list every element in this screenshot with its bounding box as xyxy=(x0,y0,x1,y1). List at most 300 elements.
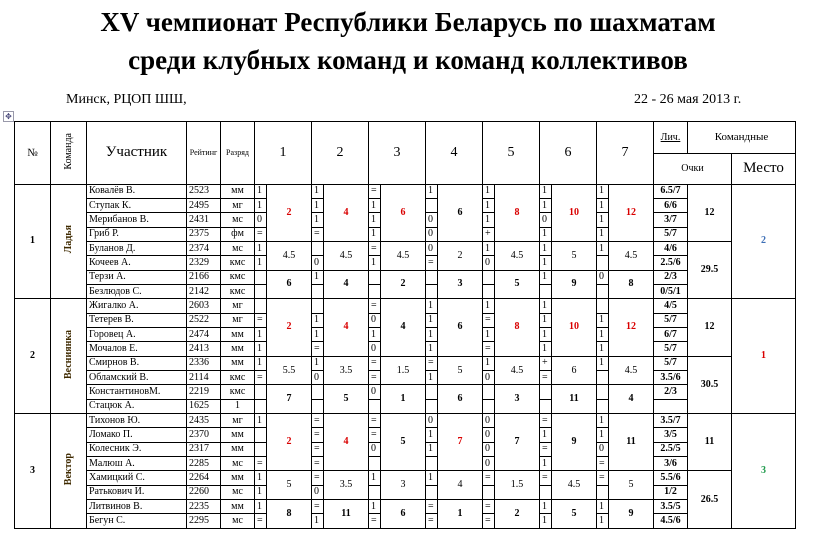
player-result xyxy=(597,385,609,399)
header-points: Очки xyxy=(654,153,732,184)
player-result xyxy=(426,457,438,471)
player-result: = xyxy=(540,414,552,428)
player-rank: мг xyxy=(221,198,255,212)
player-rank: кмс xyxy=(221,385,255,399)
player-result xyxy=(597,256,609,270)
player-result: 1 xyxy=(597,227,609,241)
player-result xyxy=(255,428,267,442)
player-result: = xyxy=(540,371,552,385)
team-match-score: 2 xyxy=(267,299,312,356)
header-round: 1 xyxy=(255,122,312,185)
player-row xyxy=(15,299,796,313)
player-result xyxy=(312,284,324,298)
player-result: = xyxy=(369,356,381,370)
team-board-points: 29.5 xyxy=(688,241,732,298)
rating-place: 8 xyxy=(267,500,312,529)
player-result: 1 xyxy=(426,313,438,327)
player-result: = xyxy=(483,342,495,356)
player-result: 1 xyxy=(540,428,552,442)
player-result: 0 xyxy=(426,414,438,428)
player-name: Терзи А. xyxy=(87,270,187,284)
header-place: Место xyxy=(732,153,796,184)
player-result: 1 xyxy=(426,342,438,356)
player-name: Безлюдов С. xyxy=(87,284,187,298)
player-result: = xyxy=(312,227,324,241)
player-personal-score: 0/5/1 xyxy=(654,284,688,298)
player-rating: 2264 xyxy=(187,471,221,485)
player-personal-score xyxy=(654,399,688,413)
player-row xyxy=(15,471,796,485)
team-name-label: Ладья xyxy=(62,225,74,254)
rating-place: 6 xyxy=(267,270,312,299)
player-result: 0 xyxy=(312,256,324,270)
player-result: 1 xyxy=(255,471,267,485)
player-result: + xyxy=(483,227,495,241)
player-personal-score: 5/7 xyxy=(654,356,688,370)
player-result: 1 xyxy=(540,457,552,471)
player-result xyxy=(312,385,324,399)
player-result: = xyxy=(369,241,381,255)
player-row xyxy=(15,414,796,428)
team-match-score: 10 xyxy=(552,184,597,241)
player-result: 1 xyxy=(255,256,267,270)
player-rank: мм xyxy=(221,356,255,370)
player-name: Ратькович И. xyxy=(87,485,187,499)
player-rating: 2413 xyxy=(187,342,221,356)
player-row xyxy=(15,500,796,514)
team-match-score: 11 xyxy=(609,414,654,471)
player-rating: 2375 xyxy=(187,227,221,241)
player-result: 1 xyxy=(483,327,495,341)
player-result: = xyxy=(597,471,609,485)
team-name xyxy=(51,299,87,414)
player-result: 0 xyxy=(312,485,324,499)
player-name: Смирнов В. xyxy=(87,356,187,370)
player-result xyxy=(426,270,438,284)
team-match-score: 8 xyxy=(495,299,540,356)
player-result: 1 xyxy=(255,198,267,212)
player-rating: 2114 xyxy=(187,371,221,385)
player-result: 1 xyxy=(312,270,324,284)
player-result: 0 xyxy=(369,385,381,399)
board-points: 5 xyxy=(438,356,483,385)
team-match-score: 6 xyxy=(438,299,483,356)
header-round: 5 xyxy=(483,122,540,185)
player-rating: 2474 xyxy=(187,327,221,341)
team-match-score: 2 xyxy=(267,414,312,471)
player-result: 1 xyxy=(255,414,267,428)
player-row xyxy=(15,241,796,255)
header-round: 2 xyxy=(312,122,369,185)
rating-place: 6 xyxy=(438,385,483,414)
player-result: 1 xyxy=(597,313,609,327)
player-rank: мм xyxy=(221,471,255,485)
player-rank: мм xyxy=(221,500,255,514)
dates-label: 22 - 26 мая 2013 г. xyxy=(634,92,742,107)
rating-place: 5 xyxy=(495,270,540,299)
player-result: 1 xyxy=(540,256,552,270)
player-result: = xyxy=(312,414,324,428)
player-result: = xyxy=(255,514,267,529)
player-result: 0 xyxy=(369,342,381,356)
player-result: 0 xyxy=(483,371,495,385)
player-result: 1 xyxy=(426,442,438,456)
player-name: Тихонов Ю. xyxy=(87,414,187,428)
player-name: Хамицкий С. xyxy=(87,471,187,485)
player-personal-score: 2.5/6 xyxy=(654,256,688,270)
team-total-points: 12 xyxy=(688,184,732,241)
player-result: 0 xyxy=(597,270,609,284)
player-result: = xyxy=(483,313,495,327)
rating-place: 4 xyxy=(609,385,654,414)
board-points: 4.5 xyxy=(495,241,540,270)
player-name: Ступак К. xyxy=(87,198,187,212)
player-result xyxy=(369,457,381,471)
player-result xyxy=(312,299,324,313)
header-round: 7 xyxy=(597,122,654,185)
player-result: 0 xyxy=(483,256,495,270)
player-result: 1 xyxy=(483,198,495,212)
player-rating: 2285 xyxy=(187,457,221,471)
player-result: + xyxy=(540,356,552,370)
player-row xyxy=(15,184,796,198)
board-points: 5 xyxy=(609,471,654,500)
player-rank: мм xyxy=(221,428,255,442)
team-total-points: 12 xyxy=(688,299,732,356)
player-personal-score: 2/3 xyxy=(654,385,688,399)
player-result: 1 xyxy=(540,500,552,514)
player-rating: 2219 xyxy=(187,385,221,399)
player-result: 0 xyxy=(597,442,609,456)
player-rating: 2374 xyxy=(187,241,221,255)
team-match-score: 6 xyxy=(438,184,483,241)
player-result: 1 xyxy=(369,227,381,241)
player-result: = xyxy=(426,500,438,514)
board-points: 5 xyxy=(267,471,312,500)
player-row xyxy=(15,385,796,399)
player-rank: мс xyxy=(221,457,255,471)
rating-place: 1 xyxy=(438,500,483,529)
player-result: = xyxy=(255,371,267,385)
player-result: 1 xyxy=(255,356,267,370)
player-result: 1 xyxy=(597,198,609,212)
player-result: 0 xyxy=(483,414,495,428)
player-name: Литвинов В. xyxy=(87,500,187,514)
player-result: = xyxy=(540,442,552,456)
board-points: 4.5 xyxy=(381,241,426,270)
player-result: = xyxy=(426,356,438,370)
player-result xyxy=(483,399,495,413)
player-result: 1 xyxy=(426,371,438,385)
player-result: 1 xyxy=(369,198,381,212)
team-name-label: Весниянка xyxy=(62,329,74,379)
rating-place: 11 xyxy=(324,500,369,529)
team-number: 2 xyxy=(15,299,51,414)
player-result xyxy=(540,485,552,499)
player-rank: мс xyxy=(221,241,255,255)
player-result xyxy=(597,371,609,385)
player-result: 1 xyxy=(426,471,438,485)
player-result: 0 xyxy=(483,428,495,442)
player-result: 1 xyxy=(597,356,609,370)
board-points: 3 xyxy=(381,471,426,500)
player-result: 1 xyxy=(597,327,609,341)
player-name: Колесник Э. xyxy=(87,442,187,456)
player-rank: мс xyxy=(221,485,255,499)
player-result: 0 xyxy=(426,213,438,227)
player-rating: 2523 xyxy=(187,184,221,198)
header-participant: Участник xyxy=(87,122,187,185)
board-points: 6 xyxy=(552,356,597,385)
player-result: 1 xyxy=(597,428,609,442)
team-match-score: 4 xyxy=(381,299,426,356)
player-result xyxy=(426,385,438,399)
rating-place: 11 xyxy=(552,385,597,414)
player-result xyxy=(426,399,438,413)
player-name: Тетерев В. xyxy=(87,313,187,327)
team-place: 1 xyxy=(732,299,796,414)
player-result: 1 xyxy=(540,313,552,327)
player-rating: 2260 xyxy=(187,485,221,499)
player-rating: 2370 xyxy=(187,428,221,442)
player-result: 1 xyxy=(540,241,552,255)
player-result: 1 xyxy=(255,500,267,514)
player-result xyxy=(483,385,495,399)
player-result: 1 xyxy=(540,227,552,241)
player-result: 1 xyxy=(312,327,324,341)
team-match-score: 2 xyxy=(267,184,312,241)
player-result: 1 xyxy=(312,198,324,212)
player-result: 1 xyxy=(255,241,267,255)
player-personal-score: 2.5/5 xyxy=(654,442,688,456)
rating-place: 2 xyxy=(381,270,426,299)
player-personal-score: 2/3 xyxy=(654,270,688,284)
player-result: 1 xyxy=(312,213,324,227)
player-result: 1 xyxy=(540,270,552,284)
header-rank: Разряд xyxy=(221,122,255,185)
player-result: = xyxy=(426,256,438,270)
player-result: 1 xyxy=(312,356,324,370)
player-result xyxy=(540,399,552,413)
player-name: Гриб Р. xyxy=(87,227,187,241)
rating-place: 5 xyxy=(552,500,597,529)
player-result: 1 xyxy=(597,514,609,529)
player-rank: 1 xyxy=(221,399,255,413)
player-personal-score: 3/6 xyxy=(654,457,688,471)
team-match-score: 5 xyxy=(381,414,426,471)
player-result: 1 xyxy=(597,241,609,255)
player-personal-score: 3/5 xyxy=(654,428,688,442)
player-result xyxy=(369,485,381,499)
header-round: 3 xyxy=(369,122,426,185)
player-result: 1 xyxy=(540,184,552,198)
team-match-score: 8 xyxy=(495,184,540,241)
team-name xyxy=(51,184,87,299)
title-line-1: XV чемпионат Республики Беларусь по шахматам xyxy=(100,7,716,37)
player-rating: 2431 xyxy=(187,213,221,227)
board-points: 4.5 xyxy=(495,356,540,385)
player-result: 0 xyxy=(483,457,495,471)
player-result xyxy=(255,284,267,298)
player-result: 1 xyxy=(483,184,495,198)
player-result: = xyxy=(369,414,381,428)
header-round: 4 xyxy=(426,122,483,185)
player-rank: кмс xyxy=(221,284,255,298)
player-result xyxy=(426,485,438,499)
player-rating: 2336 xyxy=(187,356,221,370)
rating-place: 6 xyxy=(381,500,426,529)
player-personal-score: 6.5/7 xyxy=(654,184,688,198)
player-result xyxy=(255,385,267,399)
team-match-score: 12 xyxy=(609,184,654,241)
player-name: Горовец А. xyxy=(87,327,187,341)
player-result xyxy=(483,284,495,298)
player-name: Ломако П. xyxy=(87,428,187,442)
player-result xyxy=(255,399,267,413)
player-result: = xyxy=(483,514,495,529)
player-personal-score: 5.5/6 xyxy=(654,471,688,485)
team-match-score: 6 xyxy=(381,184,426,241)
player-result: 1 xyxy=(426,184,438,198)
player-result: 1 xyxy=(369,327,381,341)
team-number: 3 xyxy=(15,414,51,529)
player-result: = xyxy=(255,313,267,327)
player-name: Ковалёв В. xyxy=(87,184,187,198)
player-result: 1 xyxy=(369,256,381,270)
header-rating: Рейтинг xyxy=(187,122,221,185)
header-team-results: Командные xyxy=(688,122,796,154)
team-match-score: 4 xyxy=(324,299,369,356)
player-name: Мерибанов В. xyxy=(87,213,187,227)
player-result: 1 xyxy=(540,514,552,529)
team-match-score: 4 xyxy=(324,414,369,471)
player-result: 0 xyxy=(426,241,438,255)
player-rank: мм xyxy=(221,184,255,198)
player-rating: 2142 xyxy=(187,284,221,298)
player-result xyxy=(426,284,438,298)
team-match-score: 7 xyxy=(495,414,540,471)
player-personal-score: 1/2 xyxy=(654,485,688,499)
player-result: = xyxy=(540,471,552,485)
player-result: 0 xyxy=(483,442,495,456)
table-move-handle-icon[interactable]: ✥ xyxy=(3,111,14,122)
rating-place: 8 xyxy=(609,270,654,299)
player-result xyxy=(597,284,609,298)
board-points: 4.5 xyxy=(324,241,369,270)
player-result: 1 xyxy=(312,514,324,529)
player-rank: кмс xyxy=(221,256,255,270)
board-points: 1.5 xyxy=(495,471,540,500)
board-points: 3.5 xyxy=(324,356,369,385)
player-result: = xyxy=(312,428,324,442)
rating-place: 3 xyxy=(438,270,483,299)
player-rank: мм xyxy=(221,327,255,341)
player-name: Стацюк А. xyxy=(87,399,187,413)
player-result: 0 xyxy=(369,442,381,456)
player-rank: мм xyxy=(221,342,255,356)
player-rating: 2166 xyxy=(187,270,221,284)
player-name: Обламский В. xyxy=(87,371,187,385)
player-result: = xyxy=(483,500,495,514)
player-result: = xyxy=(369,514,381,529)
player-result xyxy=(597,485,609,499)
team-place: 2 xyxy=(732,184,796,299)
player-result: 1 xyxy=(597,342,609,356)
board-points: 1.5 xyxy=(381,356,426,385)
team-match-score: 4 xyxy=(324,184,369,241)
player-name: Жигалко А. xyxy=(87,299,187,313)
player-result: 0 xyxy=(255,213,267,227)
player-personal-score: 5/7 xyxy=(654,227,688,241)
player-result xyxy=(312,241,324,255)
rating-place: 3 xyxy=(495,385,540,414)
player-result xyxy=(483,485,495,499)
player-rank: кмс xyxy=(221,270,255,284)
player-result: 0 xyxy=(426,227,438,241)
player-rank: мг xyxy=(221,299,255,313)
team-match-score: 7 xyxy=(438,414,483,471)
crosstable xyxy=(14,121,796,529)
board-points: 4.5 xyxy=(609,241,654,270)
player-rank: мс xyxy=(221,213,255,227)
team-match-score: 10 xyxy=(552,299,597,356)
player-result xyxy=(540,385,552,399)
player-result: 1 xyxy=(540,299,552,313)
player-rating: 2317 xyxy=(187,442,221,456)
player-rank: мм xyxy=(221,442,255,456)
venue-label: Минск, РЦОП ШШ, xyxy=(66,92,187,107)
player-row xyxy=(15,356,796,370)
player-result: = xyxy=(255,457,267,471)
player-personal-score: 3.5/7 xyxy=(654,414,688,428)
player-personal-score: 6/6 xyxy=(654,198,688,212)
player-result: 1 xyxy=(312,184,324,198)
board-points: 2 xyxy=(438,241,483,270)
player-result xyxy=(369,270,381,284)
player-result: = xyxy=(483,471,495,485)
player-result: = xyxy=(312,442,324,456)
player-rating: 2235 xyxy=(187,500,221,514)
team-total-points: 11 xyxy=(688,414,732,471)
player-result xyxy=(369,399,381,413)
board-points: 4.5 xyxy=(609,356,654,385)
player-result: 1 xyxy=(369,500,381,514)
player-rating: 2603 xyxy=(187,299,221,313)
team-board-points: 30.5 xyxy=(688,356,732,413)
player-result xyxy=(426,198,438,212)
player-rating: 1625 xyxy=(187,399,221,413)
player-rating: 2435 xyxy=(187,414,221,428)
team-name xyxy=(51,414,87,529)
player-result: 1 xyxy=(369,213,381,227)
player-rating: 2522 xyxy=(187,313,221,327)
rating-place: 1 xyxy=(381,385,426,414)
rating-place: 5 xyxy=(324,385,369,414)
team-name-label: Вектор xyxy=(62,452,74,486)
board-points: 4.5 xyxy=(267,241,312,270)
player-rating: 2295 xyxy=(187,514,221,529)
board-points: 3.5 xyxy=(324,471,369,500)
player-personal-score: 6/7 xyxy=(654,327,688,341)
player-rating: 2495 xyxy=(187,198,221,212)
player-result: 1 xyxy=(255,327,267,341)
player-result: 1 xyxy=(255,485,267,499)
rating-place: 4 xyxy=(324,270,369,299)
player-result: = xyxy=(597,457,609,471)
player-rank: фм xyxy=(221,227,255,241)
board-points: 5.5 xyxy=(267,356,312,385)
player-name: Бегун С. xyxy=(87,514,187,529)
